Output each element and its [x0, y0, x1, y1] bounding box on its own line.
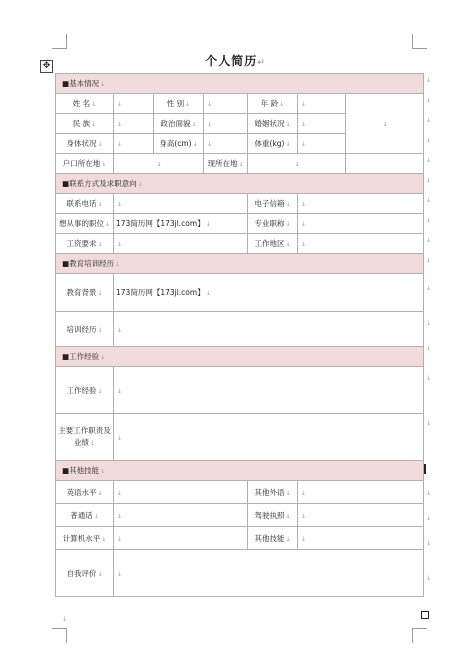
table-move-handle-icon[interactable]: ✥: [40, 60, 53, 73]
table-row: [56, 234, 424, 254]
label-training: 培训经历↓: [56, 312, 114, 347]
value-hukou[interactable]: ↓: [114, 154, 204, 174]
row-end-mark: ↓: [426, 257, 432, 264]
value-gender[interactable]: ↓: [204, 94, 248, 114]
label-work-area: 工作地区↓: [248, 234, 298, 254]
row-end-mark: ↓: [426, 77, 432, 84]
label-phone: 联系电话↓: [56, 194, 114, 214]
value-job-intent[interactable]: 173简历网【173jl.com】↓: [114, 214, 248, 234]
label-ethnicity: 民 族↓: [56, 114, 114, 134]
label-other-lang: 其他外语↓: [248, 481, 298, 504]
row-end-mark: ↓: [426, 157, 432, 164]
section-header-skills: [56, 461, 424, 481]
label-hukou: 户口所在地↓: [56, 154, 114, 174]
table-resize-handle[interactable]: [421, 611, 429, 619]
value-ethnicity[interactable]: ↓: [114, 114, 154, 134]
value-edu-bg[interactable]: 173简历网【173jl.com】↓: [114, 274, 424, 312]
section-header-work: [56, 347, 424, 367]
crop-mark-bottom-right: [412, 628, 427, 643]
section-header-contact: [56, 174, 424, 194]
table-row: [56, 154, 424, 174]
row-end-mark: ↓: [426, 345, 432, 352]
row-end-mark: ↓: [426, 217, 432, 224]
value-marital[interactable]: ↓: [298, 114, 346, 134]
label-other-skill: 其他技能↓: [248, 527, 298, 550]
row-end-mark: ↓: [426, 137, 432, 144]
section-title[interactable]: ■基本情况↓: [56, 74, 424, 94]
row-end-mark: ↓: [426, 117, 432, 124]
paragraph-mark: ↓: [62, 616, 68, 623]
row-end-mark: ↓: [426, 320, 432, 327]
value-health[interactable]: ↓: [114, 134, 154, 154]
table-row: [56, 194, 424, 214]
value-driving[interactable]: ↓: [298, 504, 424, 527]
row-end-mark: ↓: [426, 575, 432, 582]
row-end-mark: ↓: [426, 540, 432, 547]
value-experience[interactable]: ↓: [114, 367, 424, 414]
section-title[interactable]: ■联系方式及求职意向↓: [56, 174, 424, 194]
row-end-mark: ↓: [426, 515, 432, 522]
table-row: [56, 312, 424, 347]
value-computer[interactable]: ↓: [114, 527, 248, 550]
table-row: [56, 504, 424, 527]
crop-mark-bottom-left: [52, 628, 67, 643]
table-row: [56, 550, 424, 597]
label-health: 身体状况↓: [56, 134, 114, 154]
section-header-education: [56, 254, 424, 274]
section-header-basic: [56, 74, 424, 94]
table-row: [56, 214, 424, 234]
value-phone[interactable]: ↓: [114, 194, 248, 214]
label-edu-bg: 教育背景↓: [56, 274, 114, 312]
label-age: 年 龄↓: [248, 94, 298, 114]
label-driving: 驾驶执照↓: [248, 504, 298, 527]
label-duties: 主要工作职责及业绩↓: [56, 414, 114, 461]
row-end-mark: ↓: [426, 490, 432, 497]
value-self-eval[interactable]: ↓: [114, 550, 424, 597]
value-english[interactable]: ↓: [114, 481, 248, 504]
value-training[interactable]: ↓: [114, 312, 424, 347]
value-work-area[interactable]: ↓: [298, 234, 424, 254]
table-row: [56, 367, 424, 414]
row-end-mark: ↓: [426, 177, 432, 184]
label-gender: 性 别↓: [154, 94, 204, 114]
label-political: 政治面貌↓: [154, 114, 204, 134]
value-mandarin[interactable]: ↓: [114, 504, 248, 527]
value-salary[interactable]: ↓: [114, 234, 248, 254]
row-end-mark: ↓: [426, 420, 432, 427]
table-row: [56, 527, 424, 550]
label-job-intent: 想从事的职位↓: [56, 214, 114, 234]
photo-cell-bottom: [346, 154, 424, 174]
value-duties[interactable]: ↓: [114, 414, 424, 461]
resume-table: [55, 73, 424, 597]
photo-cell[interactable]: ↓: [346, 94, 424, 154]
label-name: 姓 名↓: [56, 94, 114, 114]
table-row: [56, 414, 424, 461]
row-end-mark: ↓: [426, 285, 432, 292]
section-title[interactable]: ■工作经验↓: [56, 347, 424, 367]
table-row: [56, 274, 424, 312]
text-cursor: [424, 464, 426, 474]
paragraph-mark: ↵: [257, 58, 266, 68]
row-end-mark: ↓: [426, 375, 432, 382]
label-marital: 婚姻状况↓: [248, 114, 298, 134]
crop-mark-top-left: [52, 34, 67, 49]
crop-mark-top-right: [412, 34, 427, 49]
label-self-eval: 自我评价↓: [56, 550, 114, 597]
table-row: [56, 481, 424, 504]
row-end-mark: ↓: [426, 197, 432, 204]
label-height: 身高(cm)↓: [154, 134, 204, 154]
value-other-skill[interactable]: ↓: [298, 527, 424, 550]
label-english: 英语水平↓: [56, 481, 114, 504]
section-title[interactable]: ■其他技能↓: [56, 461, 424, 481]
value-name[interactable]: ↓: [114, 94, 154, 114]
value-other-lang[interactable]: ↓: [298, 481, 424, 504]
table-row: [56, 94, 424, 114]
label-experience: 工作经验↓: [56, 367, 114, 414]
label-mandarin: 普通话↓: [56, 504, 114, 527]
value-weight[interactable]: ↓: [298, 134, 346, 154]
row-end-mark: ↓: [426, 97, 432, 104]
value-political[interactable]: ↓: [204, 114, 248, 134]
label-computer: 计算机水平↓: [56, 527, 114, 550]
label-salary: 工资要求↓: [56, 234, 114, 254]
value-major[interactable]: ↓: [298, 214, 424, 234]
row-end-mark: ↓: [426, 237, 432, 244]
label-major: 专业职称↓: [248, 214, 298, 234]
value-height[interactable]: ↓: [204, 134, 248, 154]
resume-title[interactable]: 个人简历↵: [205, 54, 266, 68]
label-email: 电子信箱↓: [248, 194, 298, 214]
section-title[interactable]: ■教育培训经历↓: [56, 254, 424, 274]
value-age[interactable]: ↓: [298, 94, 346, 114]
value-email[interactable]: ↓: [298, 194, 424, 214]
value-residence[interactable]: ↓: [248, 154, 346, 174]
label-residence: 现所在地↓: [204, 154, 248, 174]
label-weight: 体重(kg)↓: [248, 134, 298, 154]
